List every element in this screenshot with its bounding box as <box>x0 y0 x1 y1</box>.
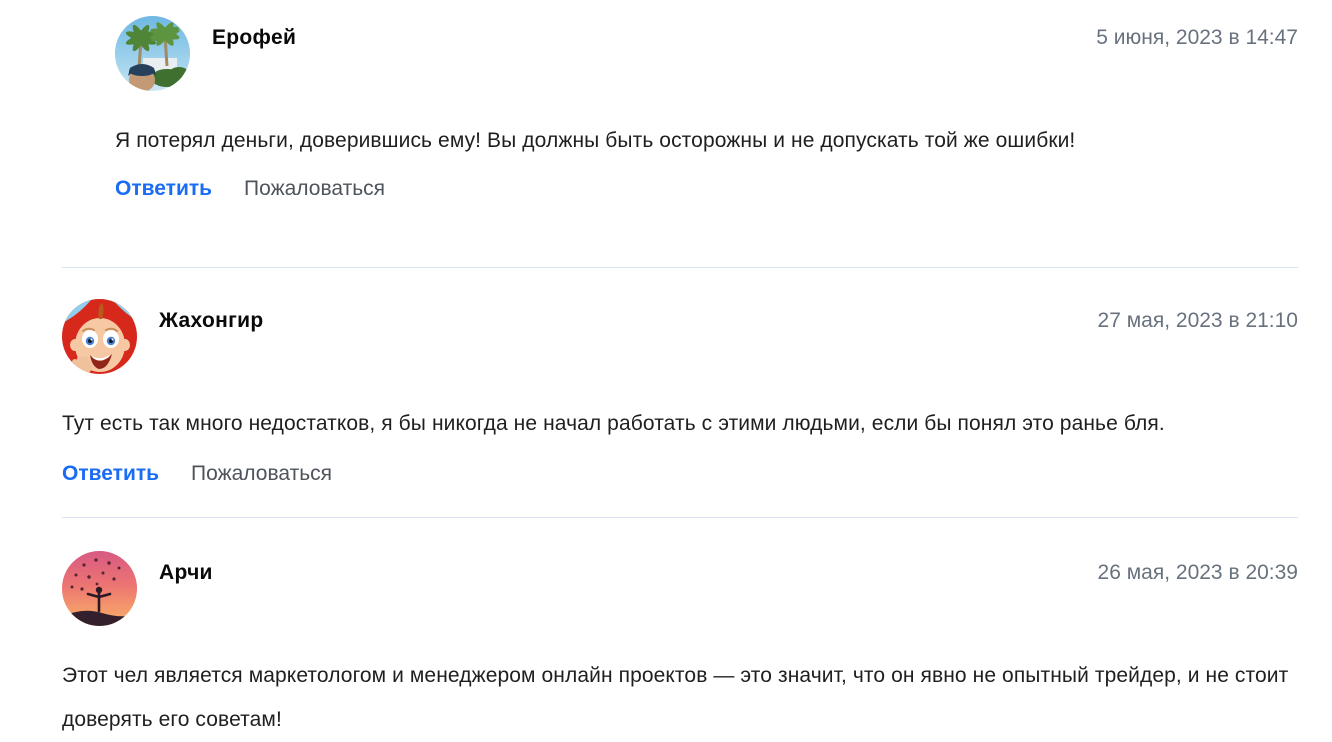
avatar <box>115 16 190 91</box>
comment-item-archi <box>62 518 1298 742</box>
report-button[interactable]: Пожаловаться <box>191 462 333 485</box>
author-name: Ерофей <box>212 26 297 49</box>
comment-header <box>62 299 1298 374</box>
comment-actions <box>115 177 1298 201</box>
comment-header <box>62 551 1298 626</box>
avatar <box>62 551 137 626</box>
comment-timestamp: 26 мая, 2023 в 20:39 <box>1097 561 1298 584</box>
comment-text: Тут есть так много недостатков, я бы никогда не начал работать с этими людьми, если бы понял это ранье бля. <box>62 412 1165 435</box>
comment-actions <box>62 462 1298 486</box>
sunset-silhouette-image <box>62 551 137 626</box>
reply-button[interactable]: Ответить <box>62 462 160 485</box>
comment-item-erofey <box>62 0 1298 201</box>
comment-text: Я потерял деньги, доверившись ему! Вы должны быть осторожны и не допускать той же ошибки! <box>115 129 1076 152</box>
palm-beach-photo-image <box>115 16 190 91</box>
cartoon-baby-image <box>62 299 137 374</box>
avatar <box>62 299 137 374</box>
author-name: Жахонгир <box>159 309 264 332</box>
comment-item-zhakhongir <box>62 268 1298 486</box>
comment-timestamp: 27 мая, 2023 в 21:10 <box>1097 309 1298 332</box>
report-button[interactable]: Пожаловаться <box>244 177 386 200</box>
author-name: Арчи <box>159 561 213 584</box>
comment-header <box>115 16 1298 91</box>
reply-button[interactable]: Ответить <box>115 177 213 200</box>
comment-timestamp: 5 июня, 2023 в 14:47 <box>1096 26 1298 49</box>
comments-list <box>62 0 1298 742</box>
comment-text: Этот чел является маркетологом и менеджером онлайн проектов — это значит, что он явно не опытный трейдер, и не стоит доверять его советам! <box>62 664 1289 731</box>
